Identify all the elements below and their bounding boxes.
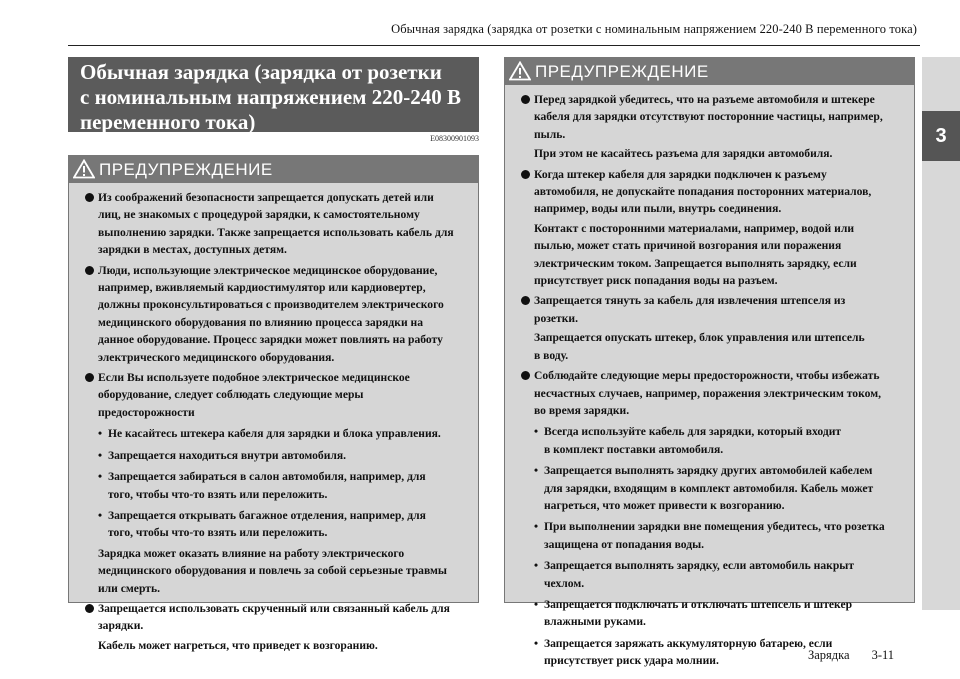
item-note — [98, 637, 468, 654]
warning-item — [521, 166, 904, 290]
text-line: нагреться, что может привести к возгоранию. — [544, 498, 785, 512]
page-footer — [808, 648, 894, 663]
text-line: присутствует риск попадания воды на разъем. — [534, 274, 778, 288]
text-line: Когда штекер кабеля для зарядки подключен к разъему — [534, 167, 827, 181]
warning-header — [69, 156, 478, 183]
page-number: 3-11 — [871, 648, 895, 662]
text-line: во время зарядки. — [534, 403, 630, 417]
text-line: электрическим током. Запрещается выполнять зарядку, если — [534, 256, 857, 270]
chapter-number: 3 — [922, 111, 960, 161]
bullet-dot-icon — [85, 373, 94, 382]
text-line: Не касайтесь штекера кабеля для зарядки и блока управления. — [108, 427, 441, 441]
text-line: Контакт с посторонними материалами, например, водой или — [534, 221, 855, 235]
text-line: того, чтобы что-то взять или переложить. — [108, 526, 328, 540]
sub-item — [534, 557, 904, 592]
warning-item — [85, 600, 468, 654]
text-line: Соблюдайте следующие меры предосторожности, чтобы избежать — [534, 369, 880, 383]
warning-item — [521, 292, 904, 364]
section-code: E08300901093 — [430, 134, 479, 143]
warning-label: ПРЕДУПРЕЖДЕНИЕ — [535, 62, 709, 81]
sub-bullet-icon: • — [534, 636, 539, 650]
sub-bullet-icon: • — [534, 425, 539, 439]
section-title-box — [68, 57, 479, 132]
sub-bullet-icon: • — [98, 508, 103, 522]
item-note — [98, 545, 468, 597]
text-line: автомобиля, не допускайте попадания посторонних материалов, — [534, 185, 872, 199]
warning-item — [85, 369, 468, 597]
text-line: электрического медицинского оборудования. — [98, 350, 335, 364]
text-line: выполнению зарядки. Также запрещается использовать кабель для — [98, 225, 454, 239]
text-line: присутствует риск удара молнии. — [544, 654, 719, 668]
text-line: в воду. — [534, 348, 569, 362]
text-line: например, воды или пыли, внутрь соединения. — [534, 202, 782, 216]
header-divider — [68, 45, 920, 46]
text-line: или смерть. — [98, 581, 160, 595]
text-line: пыль. — [534, 127, 566, 141]
warning-triangle-icon — [509, 61, 531, 81]
bullet-dot-icon — [85, 266, 94, 275]
sub-bullet-icon: • — [98, 470, 103, 484]
chapter-side-tab — [922, 57, 960, 610]
text-line: Запрещается выполнять зарядку, если автомобиль накрыт — [544, 559, 855, 573]
text-line: чехлом. — [544, 576, 585, 590]
text-line: Запрещается использовать скрученный или связанный кабель для — [98, 601, 450, 615]
text-line: в комплект поставки автомобиля. — [544, 442, 724, 456]
sub-item — [98, 447, 468, 464]
text-line: Запрещается заряжать аккумуляторную батарею, если — [544, 636, 833, 650]
text-line: медицинского оборудования по влиянию процесса зарядки на — [98, 315, 424, 329]
warning-item — [85, 262, 468, 366]
item-note — [534, 329, 904, 364]
bullet-dot-icon — [85, 604, 94, 613]
text-line: При выполнении зарядки вне помещения убедитесь, что розетка — [544, 520, 885, 534]
bullet-dot-icon — [85, 193, 94, 202]
warning-triangle-icon — [73, 159, 95, 179]
sub-item — [534, 423, 904, 458]
page-header-title: Обычная зарядка (зарядка от розетки с номинальным напряжением 220-240 В переменного тока) — [391, 22, 917, 36]
text-line: того, чтобы что-то взять или переложить. — [108, 487, 328, 501]
text-line: Запрещается открывать багажное отделения, например, для — [108, 508, 426, 522]
text-line: должны проконсультироваться с производителем электрического — [98, 298, 444, 312]
text-line: Зарядка может оказать влияние на работу электрического — [98, 546, 405, 560]
text-line: Люди, использующие электрическое медицинское оборудование, — [98, 263, 438, 277]
text-line: Запрещается находиться внутри автомобиля. — [108, 448, 347, 462]
text-line: Если Вы используете подобное электрическое медицинское — [98, 371, 410, 385]
text-line: Из соображений безопасности запрещается допускать детей или — [98, 191, 434, 204]
text-line: зарядки в местах, доступных детям. — [98, 243, 287, 257]
text-line: Запрещается выполнять зарядку других автомобилей кабелем — [544, 464, 873, 478]
sub-bullet-icon: • — [534, 597, 539, 611]
text-line: защищена от попадания воды. — [544, 537, 705, 551]
warning-header — [505, 58, 914, 85]
sub-item — [98, 425, 468, 442]
warning-label: ПРЕДУПРЕЖДЕНИЕ — [99, 160, 273, 179]
text-line: данное оборудование. Процесс зарядки может повлиять на работу — [98, 333, 443, 347]
left-warning-box — [68, 155, 479, 652]
sub-item — [534, 462, 904, 514]
text-line: например, вживляемый кардиостимулятор или кардиовертер, — [98, 281, 426, 295]
bullet-dot-icon — [521, 95, 530, 104]
sub-bullet-icon: • — [534, 559, 539, 573]
text-line: для зарядки, входящим в комплект автомобиля. Кабель может — [544, 481, 874, 495]
sub-bullet-icon: • — [98, 427, 103, 441]
text-line: кабеля для зарядки отсутствуют посторонние частицы, например, — [534, 110, 883, 124]
text-line: лиц, не знакомых с процедурой зарядки, к самостоятельному — [98, 208, 420, 222]
text-line: розетки. — [534, 311, 579, 325]
text-line: Запрещается подключать и отключать штепсель и штекер — [544, 597, 853, 611]
item-note — [534, 220, 904, 290]
text-line: Запрещается опускать штекер, блок управления или штепсель — [534, 331, 865, 345]
warning-body — [69, 183, 478, 654]
section-title-line: Обычная зарядка (зарядка от розетки — [80, 60, 442, 84]
warning-item — [521, 367, 904, 670]
text-line: При этом не касайтесь разъема для зарядки автомобиля. — [534, 147, 833, 161]
text-line: влажными руками. — [544, 615, 646, 629]
sub-item — [534, 518, 904, 553]
text-line: оборудование, следует соблюдать следующие меры — [98, 388, 364, 402]
text-line: пылью, может стать причиной возгорания или поражения — [534, 239, 842, 253]
sub-bullet-icon: • — [534, 520, 539, 534]
text-line: предосторожности — [98, 405, 195, 419]
text-line: Запрещается забираться в салон автомобиля, например, для — [108, 470, 426, 484]
warning-item — [521, 91, 904, 163]
text-line: Всегда используйте кабель для зарядки, который входит — [544, 425, 842, 439]
warning-item — [85, 189, 468, 259]
text-line: медицинского оборудования и повлечь за собой серьезные травмы — [98, 564, 447, 578]
item-note — [534, 145, 904, 162]
sub-bullet-icon: • — [534, 464, 539, 478]
section-title-line: переменного тока) — [80, 110, 256, 134]
text-line: зарядки. — [98, 619, 144, 633]
text-line: несчастных случаев, например, поражения электрическим током, — [534, 386, 882, 400]
sub-item — [98, 468, 468, 503]
bullet-dot-icon — [521, 170, 530, 179]
bullet-dot-icon — [521, 371, 530, 380]
text-line: Перед зарядкой убедитесь, что на разъеме автомобиля и штекере — [534, 93, 875, 106]
bullet-dot-icon — [521, 296, 530, 305]
text-line: Запрещается тянуть за кабель для извлечения штепселя из — [534, 294, 846, 308]
sub-item — [98, 507, 468, 542]
warning-body — [505, 85, 914, 670]
sub-item — [534, 596, 904, 631]
sub-bullet-icon: • — [98, 448, 103, 462]
section-title-line: с номинальным напряжением 220-240 В — [80, 85, 461, 109]
text-line: Кабель может нагреться, что приведет к возгоранию. — [98, 638, 378, 652]
footer-section: Зарядка — [808, 648, 850, 662]
